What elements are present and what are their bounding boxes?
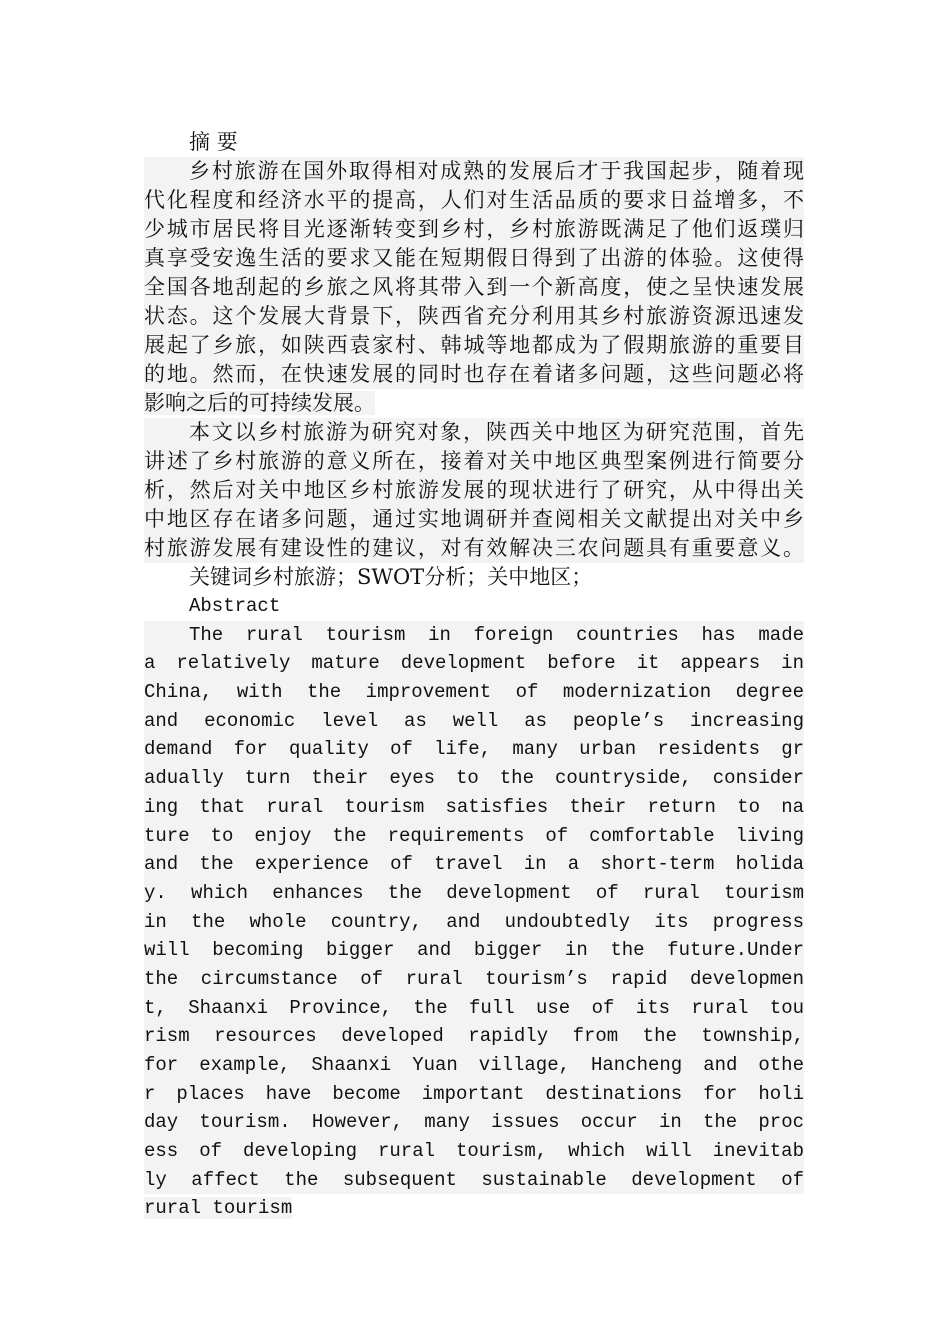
paragraph-line-text: 影响之后的可持续发展。 [144,391,375,415]
paragraph-line: 真享受安逸生活的要求又能在短期假日得到了出游的体验。这使得 [144,244,804,273]
paragraph-line: ess of developing rural tourism, which will inevitab [144,1137,804,1166]
chinese-abstract [144,128,804,592]
paragraph-line: ly affect the subsequent sustainable development of [144,1166,804,1195]
paragraph-line: rism resources developed rapidly from the township, [144,1022,804,1051]
paragraph-line: 村旅游发展有建设性的建议，对有效解决三农问题具有重要意义。 [144,534,804,563]
paragraph-line: t, Shaanxi Province, the full use of its rural tou [144,994,804,1023]
paragraph-line: in the whole country, and undoubtedly its progress [144,908,804,937]
abstract-heading-cn: 摘 要 [189,130,238,154]
document-page [144,128,804,1223]
paragraph-line: for example, Shaanxi Yuan village, Hancheng and othe [144,1051,804,1080]
paragraph-line: 少城市居民将目光逐渐转变到乡村，乡村旅游既满足了他们返璞归 [144,215,804,244]
english-abstract [144,592,804,1223]
paragraph-line: 状态。这个发展大背景下，陕西省充分利用其乡村旅游资源迅速发 [144,302,804,331]
paragraph-line: 的地。然而，在快速发展的同时也存在着诸多问题，这些问题必将 [144,360,804,389]
paragraph-line: 乡村旅游在国外取得相对成熟的发展后才于我国起步，随着现 [144,157,804,186]
paragraph-line [144,389,804,418]
paragraph-line: 析，然后对关中地区乡村旅游发展的现状进行了研究，从中得出关 [144,476,804,505]
abstract-paragraph-1 [144,157,804,418]
paragraph-line: ing that rural tourism satisfies their return to na [144,793,804,822]
paragraph-line: and economic level as well as people’s increasing [144,707,804,736]
paragraph-line: 讲述了乡村旅游的意义所在，接着对关中地区典型案例进行简要分 [144,447,804,476]
paragraph-line: the circumstance of rural tourism’s rapid developmen [144,965,804,994]
paragraph-line: ture to enjoy the requirements of comfortable living [144,822,804,851]
paragraph-line: 中地区存在诸多问题，通过实地调研并查阅相关文献提出对关中乡 [144,505,804,534]
abstract-heading-en: Abstract [189,595,281,617]
paragraph-line: y. which enhances the development of rural tourism [144,879,804,908]
paragraph-line: 展起了乡旅，如陕西袁家村、韩城等地都成为了假期旅游的重要目 [144,331,804,360]
paragraph-line: r places have become important destinations for holi [144,1080,804,1109]
paragraph-line: demand for quality of life, many urban residents gr [144,735,804,764]
keywords-line: 关键词乡村旅游；SWOT分析；关中地区； [189,565,593,589]
abstract-paragraph-2 [144,418,804,563]
paragraph-line: 本文以乡村旅游为研究对象，陕西关中地区为研究范围，首先 [144,418,804,447]
paragraph-line: The rural tourism in foreign countries has made [144,621,804,650]
paragraph-line: 全国各地刮起的乡旅之风将其带入到一个新高度，使之呈快速发展 [144,273,804,302]
english-abstract-body [144,621,804,1223]
paragraph-line: and the experience of travel in a short-term holida [144,850,804,879]
paragraph-line: will becoming bigger and bigger in the future.Under [144,936,804,965]
paragraph-line: day tourism. However, many issues occur in the proc [144,1108,804,1137]
paragraph-line: 代化程度和经济水平的提高，人们对生活品质的要求日益增多，不 [144,186,804,215]
paragraph-line: China, with the improvement of modernization degree [144,678,804,707]
paragraph-line-text: rural tourism [144,1197,293,1220]
paragraph-line: a relatively mature development before it appears in [144,649,804,678]
paragraph-line [144,1194,804,1223]
paragraph-line: adually turn their eyes to the countryside, consider [144,764,804,793]
